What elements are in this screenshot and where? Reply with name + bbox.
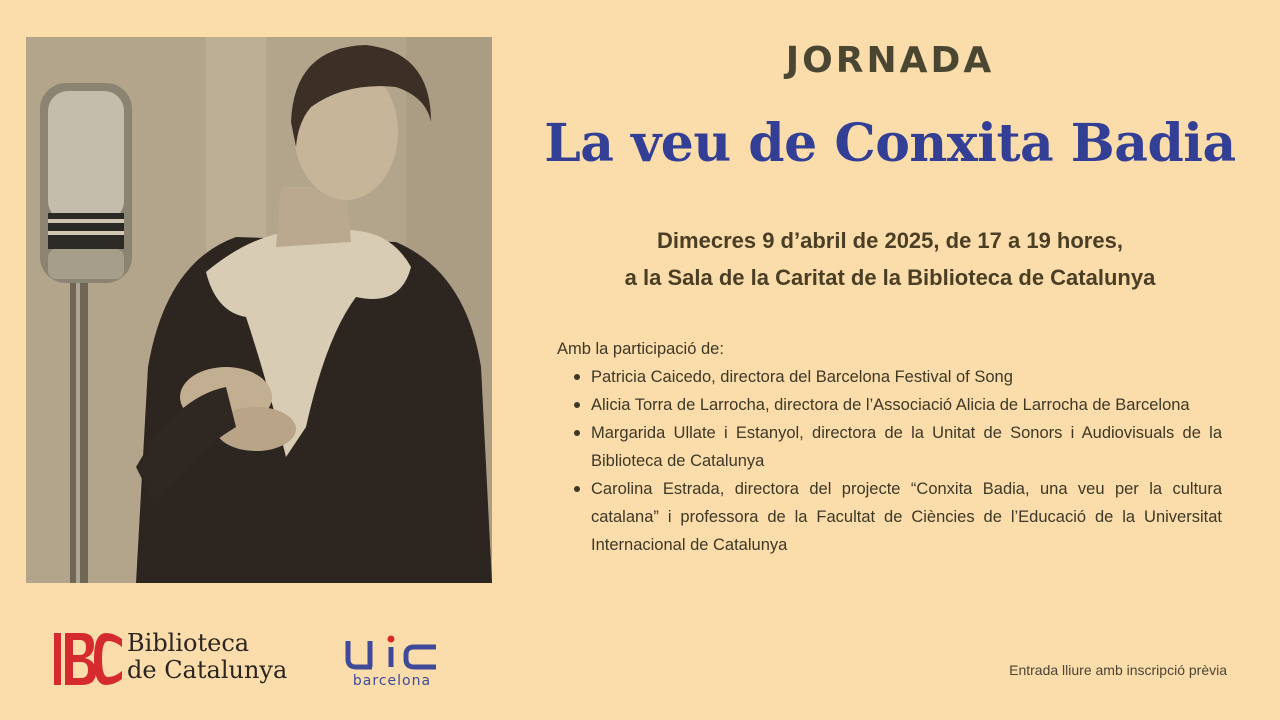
bc-wordmark-line2: de Catalunya xyxy=(127,656,288,684)
participants-intro: Amb la participació de: xyxy=(557,340,724,358)
admission-note: Entrada lliure amb inscripció prèvia xyxy=(1009,662,1227,678)
participant-item: Margarida Ullate i Estanyol, directora de la Unitat de Sonors i Audiovisuals de la Biblioteca de Catalunya xyxy=(557,419,1222,475)
participants-section xyxy=(557,335,1222,559)
event-date-line: Dimecres 9 d’abril de 2025, de 17 a 19 hores, xyxy=(657,228,1123,253)
participant-item: Patricia Caicedo, directora del Barcelona Festival of Song xyxy=(557,363,1222,391)
participant-item: Carolina Estrada, directora del projecte “Conxita Badia, una veu per la cultura catalana” i professora de la Facultat de Ciències de l’Educació de la Universitat Internacional de Catalunya xyxy=(557,475,1222,559)
biblioteca-catalunya-wordmark xyxy=(127,630,287,684)
event-schedule xyxy=(520,222,1260,296)
event-title: La veu de Conxita Badia xyxy=(544,113,1236,174)
event-kicker: JORNADA xyxy=(785,40,995,81)
uic-subtitle: barcelona xyxy=(352,673,432,689)
participant-item: Alicia Torra de Larrocha, directora de l’Associació Alicia de Larrocha de Barcelona xyxy=(557,391,1222,419)
event-venue-line: a la Sala de la Caritat de la Biblioteca de Catalunya xyxy=(624,265,1156,290)
participants-list xyxy=(557,363,1222,559)
portrait-illustration xyxy=(26,37,492,583)
bc-wordmark-line1: Biblioteca xyxy=(127,629,250,657)
portrait-photo xyxy=(26,37,492,583)
